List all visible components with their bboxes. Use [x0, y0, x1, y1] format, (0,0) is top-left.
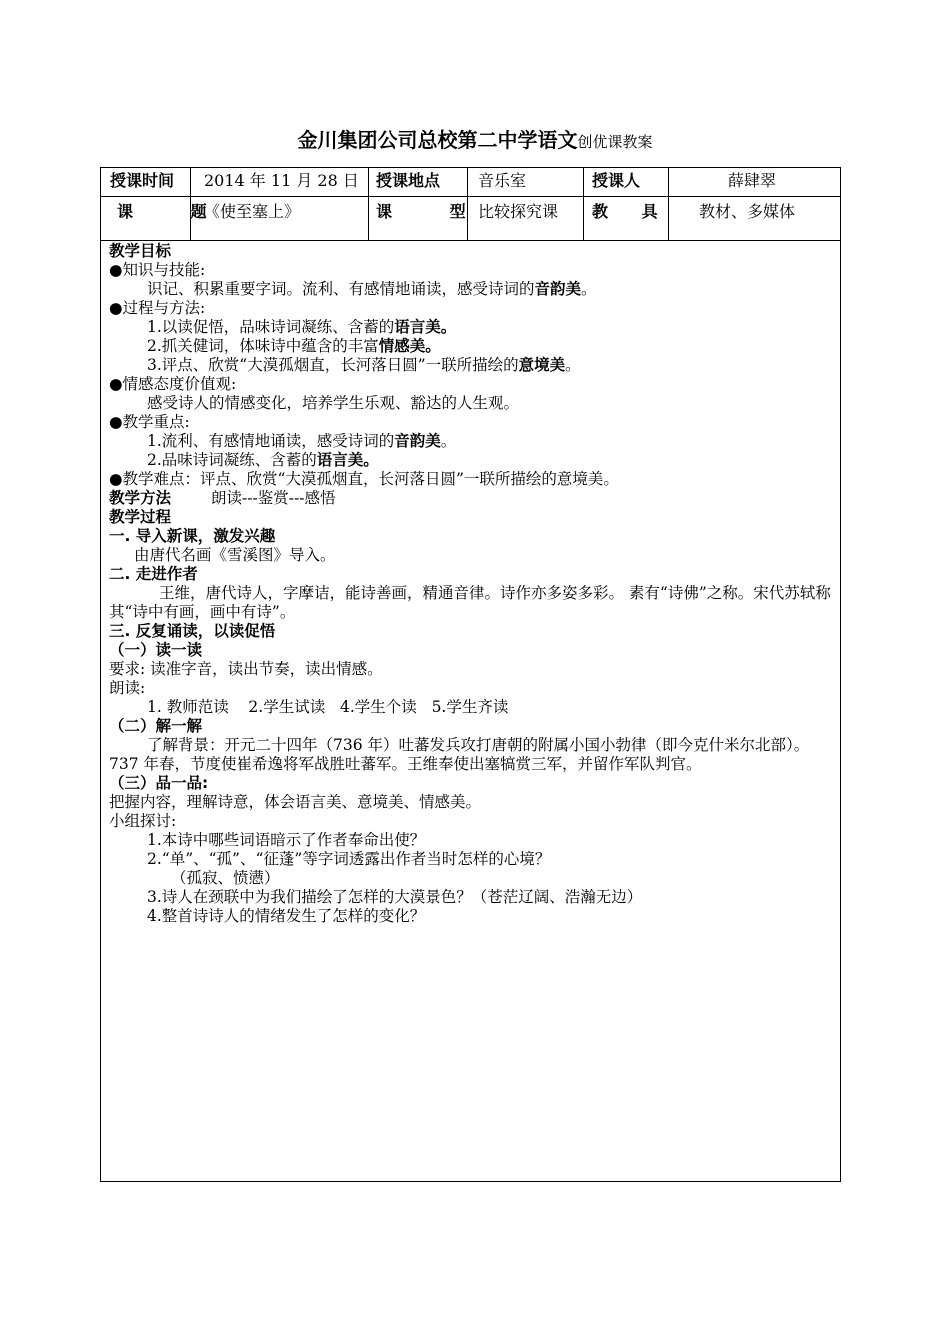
type-label: 课 型	[376, 202, 492, 221]
topic-value: 《使至塞上》	[204, 202, 301, 221]
key-1-end: 。	[440, 432, 457, 450]
document-title	[0, 124, 950, 153]
step3-heading: 三. 反复诵读，以读促悟	[109, 622, 276, 640]
key-line-1	[109, 432, 834, 451]
procedure-heading: 教学过程	[109, 508, 172, 526]
understand-heading: （二）解一解	[109, 717, 203, 735]
taste-text: 把握内容，理解诗意，体会语言美、意境美、情感美。	[109, 793, 482, 811]
tools-value: 教材、多媒体	[699, 202, 796, 221]
taste-heading: （三）品一品:	[109, 774, 209, 792]
time-value: 2014 年 11 月 28 日	[204, 171, 359, 190]
process-heading: ●过程与方法:	[109, 299, 206, 317]
process-line-1	[109, 318, 834, 337]
knowledge-text: 识记、积累重要字词。流利、有感情地诵读，感受诗词的	[147, 280, 535, 298]
process-3-bold: 意境美	[518, 356, 566, 374]
knowledge-end: 。	[581, 280, 597, 298]
topic-label: 课 题	[117, 202, 233, 221]
teacher-label: 授课人	[592, 171, 641, 190]
process-1-text: 1.以读促悟，品味诗词凝练、含蓄的	[147, 318, 395, 336]
emotion-text: 感受诗人的情感变化，培养学生乐观、豁达的人生观。	[147, 394, 520, 412]
lesson-content	[109, 242, 834, 926]
key-2-bold: 语言美。	[316, 451, 379, 469]
method-label: 教学方法	[109, 489, 172, 507]
teacher-value: 薛肆翠	[728, 171, 777, 190]
knowledge-bold: 音韵美	[534, 280, 582, 298]
key-2-text: 2.品味诗词凝练、含蓄的	[147, 451, 317, 469]
col-divider-2	[368, 168, 369, 240]
question-2-answer: （孤寂、愤懑）	[171, 869, 280, 887]
knowledge-heading: ●知识与技能:	[109, 261, 206, 279]
col-divider-4	[583, 168, 584, 240]
question-1: 1.本诗中哪些词语暗示了作者奉命出使？	[147, 831, 426, 849]
difficulty-line: ●教学难点：评点、欣赏“大漠孤烟直，长河落日圆”一联所描绘的意境美。	[109, 470, 619, 488]
place-label: 授课地点	[376, 171, 441, 190]
emotion-heading: ●情感态度价值观:	[109, 375, 237, 393]
step2-heading: 二. 走进作者	[109, 565, 198, 583]
step1-heading: 一. 导入新课，激发兴趣	[109, 527, 276, 545]
key-line-2	[109, 451, 834, 470]
key-heading: ●教学重点:	[109, 413, 190, 431]
process-3-end: 。	[565, 356, 581, 374]
process-2-text: 2.抓关健词，体味诗中蕴含的丰富	[147, 337, 379, 355]
question-3: 3.诗人在颈联中为我们描绘了怎样的大漠景色？（苍茫辽阔、浩瀚无边）	[147, 888, 643, 906]
place-value: 音乐室	[478, 171, 527, 190]
method-text: 朗读---鉴赏---感悟	[211, 489, 336, 507]
key-1-text: 1.流利、有感情地诵读，感受诗词的	[147, 432, 395, 450]
read-heading: （一）读一读	[109, 641, 203, 659]
read-requirement: 要求: 读准字音，读出节奏，读出情感。	[109, 660, 383, 678]
row-divider-1	[101, 196, 840, 197]
process-line-3	[109, 356, 834, 375]
title-sub: 创优课教案	[577, 133, 653, 151]
method-line	[109, 489, 834, 508]
process-2-bold: 情感美。	[378, 337, 441, 355]
key-1-bold: 音韵美	[394, 432, 441, 450]
lesson-plan-table	[100, 167, 841, 1182]
time-label: 授课时间	[110, 171, 175, 190]
process-1-bold: 语言美。	[394, 318, 457, 336]
process-3-text: 3.评点、欣赏“大漠孤烟直，长河落日圆”一联所描绘的	[147, 356, 519, 374]
step2-text: 王维，唐代诗人，字摩诘，能诗善画，精通音律。诗作亦多姿多彩。 素有“诗佛”之称。宋代苏轼称其“诗中有画，画中有诗”。	[109, 584, 831, 621]
row-divider-2	[101, 240, 840, 241]
knowledge-line	[109, 280, 834, 299]
goal-heading: 教学目标	[109, 242, 172, 260]
question-4: 4.整首诗诗人的情绪发生了怎样的变化？	[147, 907, 426, 925]
title-main: 金川集团公司总校第二中学语文	[297, 128, 578, 152]
question-2: 2.“单”、“孤”、“征蓬”等字词透露出作者当时怎样的心境？	[147, 850, 551, 868]
group-label: 小组探讨:	[109, 812, 177, 830]
understand-text: 了解背景：开元二十四年（736 年）吐蕃发兵攻打唐朝的附属小国小勃律（即今克什米尔北部）。737 年春，节度使崔希逸将军战胜吐蕃军。王维奉使出塞犒赏三军，并留作军队判官。	[109, 736, 810, 773]
type-value: 比较探究课	[478, 202, 559, 221]
step1-text: 由唐代名画《雪溪图》导入。	[134, 546, 336, 564]
read-items: 1. 教师范读 2.学生试读 4.学生个读 5.学生齐读	[147, 698, 509, 716]
process-line-2	[109, 337, 834, 356]
tools-label: 教 具	[592, 202, 672, 221]
read-label: 朗读:	[109, 679, 146, 697]
